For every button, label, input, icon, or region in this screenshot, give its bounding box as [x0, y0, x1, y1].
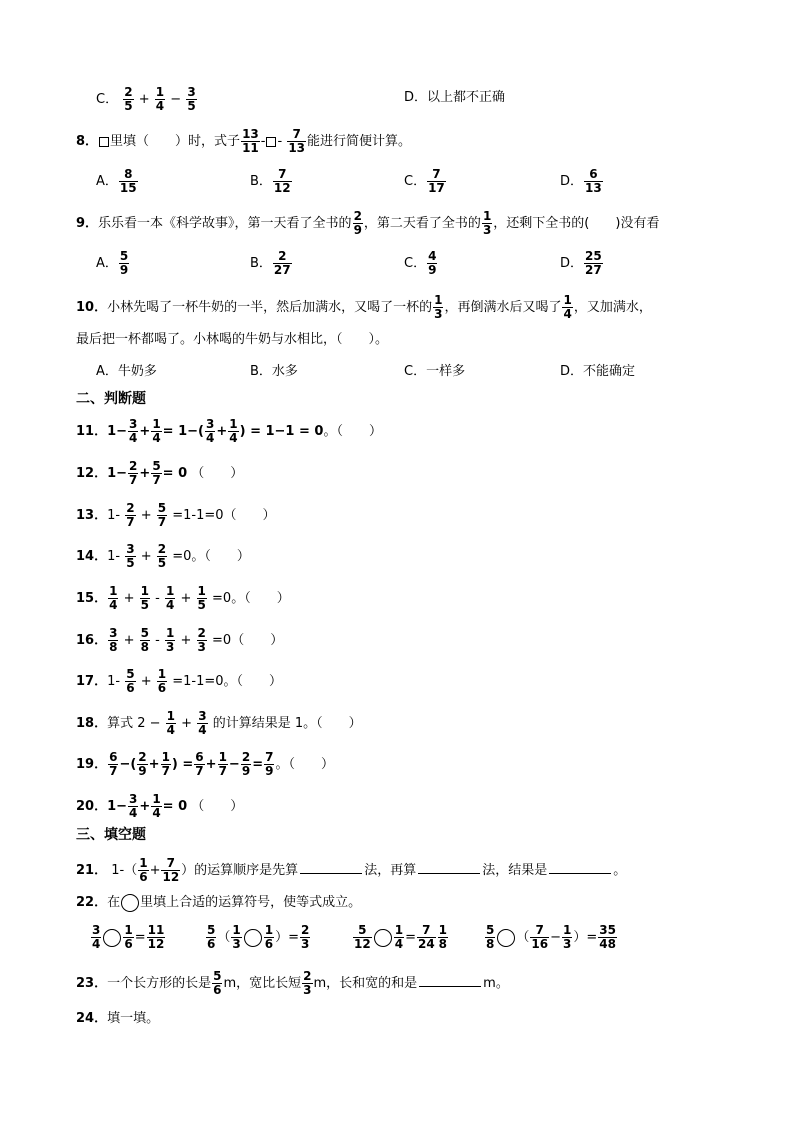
- question-text: ，再倒满水后又喝了: [444, 300, 562, 315]
- question-14: [76, 543, 754, 570]
- fraction: $\frac{2}{9}$: [241, 750, 251, 778]
- expr-text: 1-: [107, 674, 121, 689]
- fraction: $\frac{1}{7}$: [161, 750, 170, 778]
- fraction: $\frac{7}{13}$: [288, 127, 306, 155]
- fraction: $\frac{5}{7}$: [157, 501, 167, 529]
- question-number: 20．: [76, 799, 108, 814]
- fraction: $\frac{7}{24}$: [417, 923, 435, 951]
- question-text: 乐乐看一本《科学故事》，第一天看了全书的: [98, 216, 352, 231]
- option-label: C．: [96, 92, 119, 107]
- expr-text: +: [180, 633, 192, 648]
- option-label: D．: [560, 174, 584, 189]
- fraction: $\frac{11}{12}$: [147, 923, 165, 951]
- expr-text: =0。: [212, 591, 245, 606]
- fraction: $\frac{3}{4}$: [129, 792, 138, 820]
- expr-text: =1-1=0。: [172, 674, 237, 689]
- operator-circle-input[interactable]: [374, 929, 392, 947]
- option-text: 牛奶多: [117, 364, 157, 379]
- expr-text: =1-1=0: [172, 508, 224, 523]
- q10-option-c[interactable]: [404, 362, 465, 382]
- question-text: ，第二天看了全书的: [363, 216, 481, 231]
- fraction: $\frac{2}{3}$: [301, 923, 310, 951]
- expr-text: -: [155, 591, 160, 606]
- question-17: [76, 668, 754, 695]
- answer-paren[interactable]: 。（ ）: [275, 757, 334, 772]
- expr-text: +: [149, 863, 161, 878]
- q10-option-d[interactable]: [560, 362, 635, 382]
- expr-text: = 0: [162, 799, 188, 814]
- fraction: $\frac{2}{9}$: [138, 750, 147, 778]
- question-15: [76, 585, 754, 612]
- expr-text: +: [140, 674, 152, 689]
- question-text: m，长和宽的和是: [313, 976, 418, 991]
- fraction: $\frac{2}{9}$: [353, 209, 362, 237]
- operator-circle-input[interactable]: [103, 929, 121, 947]
- fraction: $\frac{7}{9}$: [265, 750, 274, 778]
- q10-option-b[interactable]: [250, 362, 298, 382]
- fraction: $\frac{6}{13}$: [585, 167, 602, 195]
- question-number: 16．: [76, 633, 108, 648]
- expr-text: −(: [119, 757, 137, 772]
- fraction: $\frac{1}{3}$: [562, 923, 572, 951]
- fraction: $\frac{1}{4}$: [155, 85, 165, 113]
- expr-text: 1-: [107, 549, 121, 564]
- expr-text: −: [228, 757, 240, 772]
- q9-option-c[interactable]: [404, 250, 438, 277]
- fraction: $\frac{2}{7}$: [126, 501, 135, 529]
- fraction: $\frac{1}{5}$: [140, 584, 149, 612]
- expr-text: = 1−(: [162, 424, 204, 439]
- fraction: $\frac{1}{4}$: [394, 923, 404, 951]
- expr-text: （: [516, 930, 530, 945]
- option-label: A．: [96, 364, 118, 379]
- answer-paren[interactable]: （ ）: [191, 466, 244, 481]
- fraction: $\frac{2}{7}$: [129, 459, 138, 487]
- expr-text: +: [205, 757, 217, 772]
- fraction: $\frac{4}{9}$: [428, 249, 437, 277]
- option-label: B．: [250, 256, 272, 271]
- expr-text: 1−: [107, 799, 128, 814]
- fraction: $\frac{7}{16}$: [531, 923, 549, 951]
- answer-blank[interactable]: [300, 861, 362, 874]
- fraction: $\frac{2}{27}$: [273, 249, 291, 277]
- fraction: $\frac{7}{12}$: [162, 856, 180, 884]
- fraction: $\frac{1}{4}$: [166, 709, 176, 737]
- question-number: 11．: [76, 424, 108, 439]
- question-number: 19．: [76, 757, 108, 772]
- question-text: ）的运算顺序是先算: [181, 863, 299, 878]
- fraction: $\frac{1}{6}$: [157, 667, 167, 695]
- fraction: $\frac{1}{7}$: [218, 750, 227, 778]
- q8-option-b[interactable]: [250, 168, 293, 195]
- fraction: $\frac{3}{4}$: [129, 417, 138, 445]
- fraction: $\frac{1}{6}$: [264, 923, 274, 951]
- q22-equation-1: [90, 924, 166, 951]
- expr-text: ) =: [171, 757, 194, 772]
- fraction: $\frac{5}{12}$: [354, 923, 371, 951]
- expr-text: 算式 2 −: [107, 716, 161, 731]
- question-10-line-2: 最后把一杯都喝了。小林喝的牛奶与水相比，（ ）。: [76, 332, 389, 347]
- question-text: 里填上合适的运算符号，使等式成立。: [140, 895, 362, 910]
- question-number: 12．: [76, 466, 108, 481]
- expr-text: −: [550, 930, 561, 945]
- question-number: 10．: [76, 300, 108, 315]
- question-22: [76, 893, 754, 913]
- question-24: [76, 1009, 754, 1029]
- expr-text: ) = 1−1 = 0: [239, 424, 324, 439]
- fraction: $\frac{3}{8}$: [109, 626, 118, 654]
- expr-text: +: [123, 633, 135, 648]
- expr-text: =: [134, 930, 146, 945]
- fraction: $\frac{5}{9}$: [119, 249, 129, 277]
- question-number: 15．: [76, 591, 108, 606]
- option-text: 一样多: [426, 364, 466, 379]
- fraction: $\frac{5}{6}$: [213, 969, 222, 997]
- fraction: $\frac{1}{3}$: [232, 923, 241, 951]
- expr-text: 1−: [107, 466, 128, 481]
- q7-option-d[interactable]: [404, 88, 505, 108]
- expr-text: =: [252, 757, 264, 772]
- answer-paren[interactable]: （ ）: [204, 549, 250, 564]
- answer-blank[interactable]: [549, 861, 611, 874]
- answer-paren[interactable]: （ ）: [223, 508, 276, 523]
- fraction: $\frac{3}{5}$: [187, 85, 196, 113]
- expr-text: +: [140, 549, 152, 564]
- fraction: $\frac{1}{4}$: [109, 584, 118, 612]
- answer-paren[interactable]: （ ）: [231, 633, 284, 648]
- option-label: C．: [404, 174, 427, 189]
- expr-text: ）=: [275, 930, 299, 945]
- expr-text: ）=: [573, 930, 598, 945]
- question-text: ，还剩下全书的( )没有看: [493, 216, 660, 231]
- operator-circle-input[interactable]: [244, 929, 262, 947]
- question-text: 能进行简便计算。: [307, 134, 412, 149]
- expr-text: =0: [212, 633, 232, 648]
- question-10: [76, 294, 754, 321]
- q9-option-b[interactable]: [250, 250, 293, 277]
- fraction: $\frac{7}{12}$: [273, 167, 291, 195]
- fraction: $\frac{5}{8}$: [140, 626, 149, 654]
- option-text: 不能确定: [583, 364, 636, 379]
- question-text: 在: [107, 895, 121, 910]
- expr-text: 1-（: [111, 863, 138, 878]
- fraction: $\frac{6}{7}$: [195, 750, 204, 778]
- expr-text: 的计算结果是 1。: [212, 716, 317, 731]
- fraction: $\frac{2}{5}$: [124, 85, 133, 113]
- expr-text: =: [405, 930, 416, 945]
- q10-option-a[interactable]: [96, 362, 157, 382]
- q8-option-d[interactable]: [560, 168, 604, 195]
- fraction: $\frac{2}{3}$: [303, 969, 312, 997]
- square-box-icon: [266, 137, 276, 147]
- fraction: $\frac{7}{17}$: [428, 167, 445, 195]
- fraction: $\frac{8}{15}$: [119, 167, 137, 195]
- question-19: [76, 751, 754, 778]
- question-16: [76, 627, 754, 654]
- question-21: [76, 857, 754, 884]
- circle-blank-icon: [121, 894, 139, 912]
- fraction: $\frac{2}{5}$: [157, 542, 167, 570]
- question-23: [76, 970, 754, 997]
- question-number: 17．: [76, 674, 108, 689]
- question-number: 22．: [76, 895, 108, 910]
- q8-option-a[interactable]: [96, 168, 139, 195]
- fraction: $\frac{1}{3}$: [434, 293, 443, 321]
- q9-option-d[interactable]: [560, 250, 604, 277]
- q9-option-a[interactable]: [96, 250, 130, 277]
- fraction: $\frac{1}{4}$: [152, 417, 161, 445]
- fraction: $\frac{3}{4}$: [92, 923, 101, 951]
- question-13: [76, 502, 754, 529]
- expr-text: （: [217, 930, 231, 945]
- answer-blank[interactable]: [419, 974, 481, 987]
- fraction: $\frac{1}{3}$: [165, 626, 175, 654]
- question-number: 21．: [76, 863, 108, 878]
- fraction: $\frac{5}{7}$: [152, 459, 161, 487]
- section-title-judgment: 二、判断题: [76, 391, 146, 407]
- expr-text: 1-: [107, 508, 121, 523]
- question-text: 法，再算: [364, 863, 417, 878]
- option-label: A．: [96, 256, 118, 271]
- question-8: [76, 128, 754, 155]
- operator: −: [170, 92, 182, 107]
- expr-text: +: [181, 716, 193, 731]
- fraction: $\frac{3}{5}$: [126, 542, 135, 570]
- question-text: 。: [613, 863, 627, 878]
- option-label: B．: [250, 174, 272, 189]
- option-label: D．: [560, 364, 584, 379]
- fraction: $\frac{2}{3}$: [197, 626, 206, 654]
- question-number: 8．: [76, 134, 99, 149]
- option-label: B．: [250, 364, 272, 379]
- question-12: [76, 460, 754, 487]
- expr-text: 1−: [107, 424, 128, 439]
- expr-text: +: [123, 591, 135, 606]
- question-number: 14．: [76, 549, 108, 564]
- fraction: $\frac{25}{27}$: [585, 249, 602, 277]
- fraction: $\frac{5}{6}$: [207, 923, 216, 951]
- fraction: $\frac{6}{7}$: [109, 750, 118, 778]
- answer-paren[interactable]: （ ）: [244, 591, 290, 606]
- fraction: $\frac{1}{4}$: [165, 584, 175, 612]
- option-label: C．: [404, 364, 427, 379]
- question-number: 9．: [76, 216, 99, 231]
- fraction: $\frac{1}{4}$: [229, 417, 238, 445]
- answer-paren[interactable]: （ ）: [316, 716, 362, 731]
- expr-text: = 0: [162, 466, 188, 481]
- expr-text: +: [216, 424, 228, 439]
- option-label: D．: [560, 256, 584, 271]
- fraction: $\frac{1}{6}$: [139, 856, 148, 884]
- option-label: A．: [96, 174, 118, 189]
- expr-text: +: [140, 508, 152, 523]
- question-text: 法，结果是: [482, 863, 548, 878]
- expr-text: =0。: [172, 549, 205, 564]
- fraction: $\frac{3}{4}$: [205, 417, 215, 445]
- question-text: 一个长方形的长是: [107, 976, 212, 991]
- fraction: $\frac{13}{11}$: [242, 127, 259, 155]
- fraction: $\frac{5}{6}$: [126, 667, 135, 695]
- question-text: ，又加满水，: [573, 300, 652, 315]
- question-9: [76, 210, 754, 237]
- question-number: 13．: [76, 508, 108, 523]
- option-label: D．: [404, 90, 428, 105]
- answer-blank[interactable]: [418, 861, 480, 874]
- answer-paren[interactable]: （ ）: [191, 799, 244, 814]
- expr-text: +: [148, 757, 160, 772]
- answer-paren[interactable]: 。（ ）: [323, 424, 382, 439]
- q22-equation-3: [352, 924, 449, 951]
- section-title-fill-in: 三、填空题: [76, 827, 146, 843]
- question-text: m。: [483, 976, 509, 991]
- operator-circle-input[interactable]: [497, 929, 515, 947]
- fraction: $\frac{1}{8}$: [438, 923, 448, 951]
- question-20: [76, 793, 754, 820]
- question-text: m，宽比长短: [223, 976, 302, 991]
- expr-text: +: [180, 591, 192, 606]
- question-text: 里填（ ）时，式子: [110, 134, 241, 149]
- expr-text: -: [155, 633, 160, 648]
- operator: +: [138, 92, 150, 107]
- question-text: 小林先喝了一杯牛奶的一半，然后加满水，又喝了一杯的: [107, 300, 433, 315]
- fraction: $\frac{1}{6}$: [124, 923, 133, 951]
- question-number: 24．: [76, 1011, 108, 1026]
- expr-text: +: [139, 424, 151, 439]
- answer-paren[interactable]: （ ）: [236, 674, 283, 689]
- fraction: $\frac{1}{4}$: [152, 792, 161, 820]
- question-text: 填一填。: [107, 1011, 160, 1026]
- q22-equation-4: [484, 924, 618, 951]
- q7-option-c[interactable]: [96, 86, 198, 113]
- q22-equation-2: [205, 924, 311, 951]
- fraction: $\frac{5}{8}$: [486, 923, 495, 951]
- fraction: $\frac{1}{5}$: [197, 584, 206, 612]
- square-box-icon: [99, 137, 109, 147]
- fraction: $\frac{1}{4}$: [563, 293, 572, 321]
- q8-option-c[interactable]: [404, 168, 447, 195]
- fraction: $\frac{1}{3}$: [482, 209, 492, 237]
- expr-text: +: [139, 466, 151, 481]
- expr-text: +: [139, 799, 151, 814]
- fraction: $\frac{35}{48}$: [599, 923, 616, 951]
- option-text: 水多: [271, 364, 298, 379]
- operator: -: [277, 134, 283, 149]
- option-label: C．: [404, 256, 427, 271]
- option-text: 以上都不正确: [427, 90, 506, 105]
- question-11: [76, 418, 754, 445]
- question-number: 23．: [76, 976, 108, 991]
- question-number: 18．: [76, 716, 108, 731]
- operator: -: [260, 134, 266, 149]
- question-18: [76, 710, 754, 737]
- fraction: $\frac{3}{4}$: [198, 709, 207, 737]
